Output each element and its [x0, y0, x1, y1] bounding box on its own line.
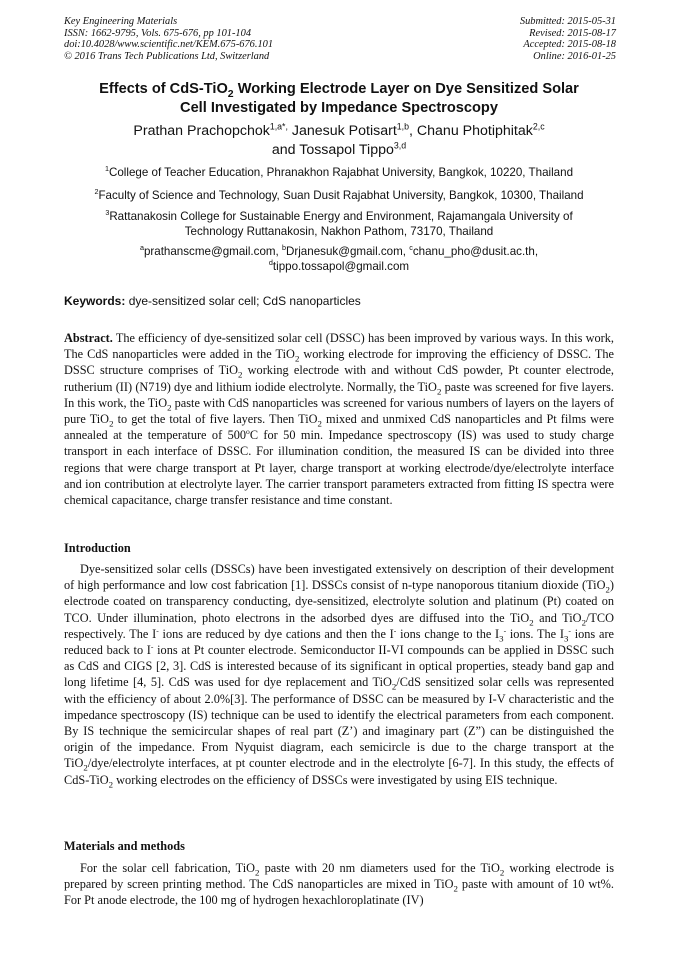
section-heading-introduction: Introduction: [64, 541, 131, 555]
abstract: [64, 330, 614, 508]
introduction-body: [64, 561, 614, 788]
affiliation-text: College of Teacher Education, Phranakhon Rajabhat University, Bangkok, 10220, Thailand: [108, 166, 574, 179]
author-sup: 3,d: [393, 140, 407, 151]
superscript: -: [568, 625, 571, 635]
email-address[interactable]: prathanscme@gmail.com,: [143, 245, 282, 258]
journal-info: [64, 16, 273, 62]
superscript: -: [156, 625, 159, 635]
intro-text: /TCO respectively. The I: [64, 610, 614, 641]
date-submitted: Submitted: 2015-05-31: [519, 16, 616, 27]
author-list: Prathan Prachopchok$^{1,a*,}$ Janesuk Potisart$^{1,b}$, Chanu Photiphitak$^{2,c}$ and Tossapol Tippo$^{3,d}$: [133, 121, 545, 158]
paper-title: [50, 80, 628, 118]
subscript: 2: [499, 867, 505, 878]
intro-text: ) electrode coated on transparency conducting, dye-sensitized, electrolyte solution and platinum (Pt) coated on TCO. Under illumination, photo electrons in the adsorbed dyes are diffused into the TiO: [64, 578, 614, 625]
author-name: Tossapol Tippo: [299, 142, 394, 158]
subscript: 2: [294, 353, 300, 364]
subscript: 2: [581, 617, 586, 628]
methods-text: paste with amount of 10 wt%. For Pt anode electrode, the 100 mg of hydrogen hexachloroplatinate (IV): [64, 877, 614, 908]
journal-copyright: © 2016 Trans Tech Publications Ltd, Switzerland: [64, 50, 270, 62]
affiliation-text: Rattanakosin College for Sustainable Energy and Environment, Rajamangala University of: [109, 210, 573, 223]
abstract-text: mixed and unmixed CdS nanoparticles and Pt films were annealed at the temperature of 500: [64, 412, 614, 443]
author-name: Prathan Prachopchok: [133, 123, 270, 139]
subscript: 3: [563, 633, 569, 644]
abstract-text: paste was screened for five layers. In this work, the TiO: [64, 379, 614, 410]
subscript: 2: [238, 369, 243, 380]
subscript: 2: [167, 402, 172, 413]
abstract-text: C for 50 min. Impedance spectroscopy (IS) was used to study charge transport in each interface of DSSC. For illumination condition, the measured IS can be divided into three regions that were charge transport at Pt layer, charge transport at working electrode/dye/electrolyte interface and ion contribution at electrolyte layer. The carrier transport parameters extracted from fitting IS spectra were chemical capacitance, charge transfer resistance and time constant.: [64, 428, 614, 508]
subscript: 2: [83, 762, 88, 773]
journal-name: Key Engineering Materials: [64, 16, 178, 27]
abstract-text: working electrode with and without CdS powder, Pt counter electrode, rutherium (II) (N719) dye and lithium iodide electrolyte. Normally, the TiO: [64, 363, 614, 394]
methods-text: For the solar cell fabrication, TiO: [80, 861, 256, 875]
journal-doi: doi:10.4028/www.scientific.net/KEM.675-676.101: [64, 39, 274, 51]
author-name: Chanu Photiphitak: [416, 123, 533, 139]
email-address[interactable]: chanu_pho@dusit.ac.th,: [412, 245, 539, 258]
intro-text: ions are reduced by dye cations and then the I: [158, 626, 394, 641]
keywords-text: dye-sensitized solar cell; CdS nanoparticles: [125, 294, 361, 308]
affiliation-sup: 1: [104, 164, 109, 174]
subscript: 2: [317, 418, 322, 429]
subscript: 2: [108, 779, 114, 790]
affiliation-3: [40, 210, 638, 239]
email-list: [40, 245, 638, 274]
author-name: Janesuk Potisart: [291, 123, 397, 139]
email-sup: a: [139, 243, 144, 253]
affiliation-2: [40, 189, 638, 204]
section-heading-methods: Materials and methods: [64, 839, 185, 853]
subscript: 2: [529, 617, 534, 628]
abstract-label: Abstract.: [64, 331, 113, 345]
subscript: 2: [109, 418, 114, 429]
date-revised: Revised: 2015-08-17: [529, 27, 616, 39]
intro-text: /dye/electrolyte interfaces, at pt counter electrode and in the electrolyte [6-7]. In this study, the effects of CdS-TiO: [64, 756, 614, 787]
abstract-text: paste with CdS nanoparticles was screened for various numbers of layers on the layers of pure TiO: [64, 395, 614, 427]
email-address[interactable]: tippo.tossapol@gmail.com: [272, 259, 410, 273]
title-part: Working Electrode Layer on Dye Sensitized Solar: [233, 81, 579, 97]
author-sup: 1,b: [396, 121, 410, 132]
superscript: -: [393, 625, 397, 635]
intro-text: ions at Pt counter electrode. Semiconductor II-VI compounds can be applied in DSSC such as CdS and CIGS [2, 3]. CdS is interested because of its significant in optical properties, steady band gap and long lifetime [4, 5]. CdS was used for dye replacement and TiO: [64, 643, 614, 690]
subscript: 2: [453, 883, 458, 894]
subscript: 2: [605, 584, 610, 595]
journal-issn: ISSN: 1662-9795, Vols. 675-676, pp 101-104: [64, 27, 252, 39]
email-sup: c: [409, 243, 413, 253]
intro-text: ions change to the I: [396, 626, 500, 641]
keywords: [64, 294, 361, 308]
title-part: Effects of CdS-TiO: [99, 81, 228, 97]
affiliation-text: Faculty of Science and Technology, Suan Dusit Rajabhat University, Bangkok, 10300, Thailand: [98, 189, 584, 202]
intro-text: ions are reduced back to I: [64, 626, 614, 658]
intro-text: /CdS sensitized solar cells was represented with the efficiency of about 2.0%[3]. The performance of DSSC can be measured by I-V characteristic and the impedance spectroscopy (IS) technique can be used to identify the electrical parameters from each component. By IS technique the semicircular shapes of real part (Z’) and imaginary part (Z”) can be distinguished the origin of the impedance. From Nyquist diagram, each semicircle is due to the charge transport at the TiO: [64, 675, 614, 771]
keywords-label: Keywords:: [64, 294, 126, 308]
abstract-text: to get the total of five layers. Then TiO: [113, 412, 318, 427]
affiliation-sup: 3: [105, 208, 110, 218]
subscript: 3: [499, 633, 504, 644]
date-accepted: Accepted: 2015-08-18: [523, 39, 616, 51]
degree-sup: o: [246, 427, 250, 437]
subscript: 2: [391, 681, 397, 692]
affiliation-text-2: Technology Ruttanakosin, Nakhon Pathom, 73170, Thailand: [184, 224, 494, 238]
email-address[interactable]: Drjanesuk@gmail.com,: [286, 245, 410, 258]
title-line-2: Cell Investigated by Impedance Spectroscopy: [180, 100, 498, 116]
author-sup: 2,c: [532, 121, 545, 132]
subscript: 2: [436, 386, 442, 397]
author-sup: 1,a*,: [269, 121, 288, 132]
methods-text: paste with 20 nm diameters used for the TiO: [259, 861, 500, 875]
intro-text: ions. The I: [506, 626, 564, 641]
affiliation-sup: 2: [94, 187, 99, 197]
abstract-text: The efficiency of dye-sensitized solar cell (DSSC) has been improved by various ways. In this work, The CdS nanoparticles were added in the TiO: [64, 331, 614, 362]
email-sup: b: [282, 243, 286, 253]
methods-body: [64, 860, 614, 909]
title-subscript: 2: [227, 87, 234, 100]
affiliation-1: [40, 166, 638, 181]
subscript: 2: [255, 867, 260, 878]
abstract-text: working electrode for improving the efficiency of DSSC. The DSSC structure comprises of TiO: [64, 347, 614, 378]
intro-text: Dye-sensitized solar cells (DSSCs) have been investigated extensively on description of their development of high performance and low cost fabrication [1]. DSSCs consist of n-type nanoporous titanium dioxide (TiO: [64, 562, 614, 593]
intro-text: and TiO: [533, 610, 582, 625]
email-sup: d: [268, 257, 273, 267]
submission-dates: [520, 16, 616, 62]
author-and: and: [271, 142, 296, 158]
date-online: Online: 2016-01-25: [533, 50, 616, 62]
methods-text: working electrode is prepared by screen printing method. The CdS nanoparticles are mixed in TiO: [64, 861, 614, 892]
superscript: -: [503, 625, 507, 635]
intro-text: working electrodes on the efficiency of DSSCs were investigated by using EIS technique.: [113, 772, 558, 787]
superscript: -: [150, 641, 154, 651]
